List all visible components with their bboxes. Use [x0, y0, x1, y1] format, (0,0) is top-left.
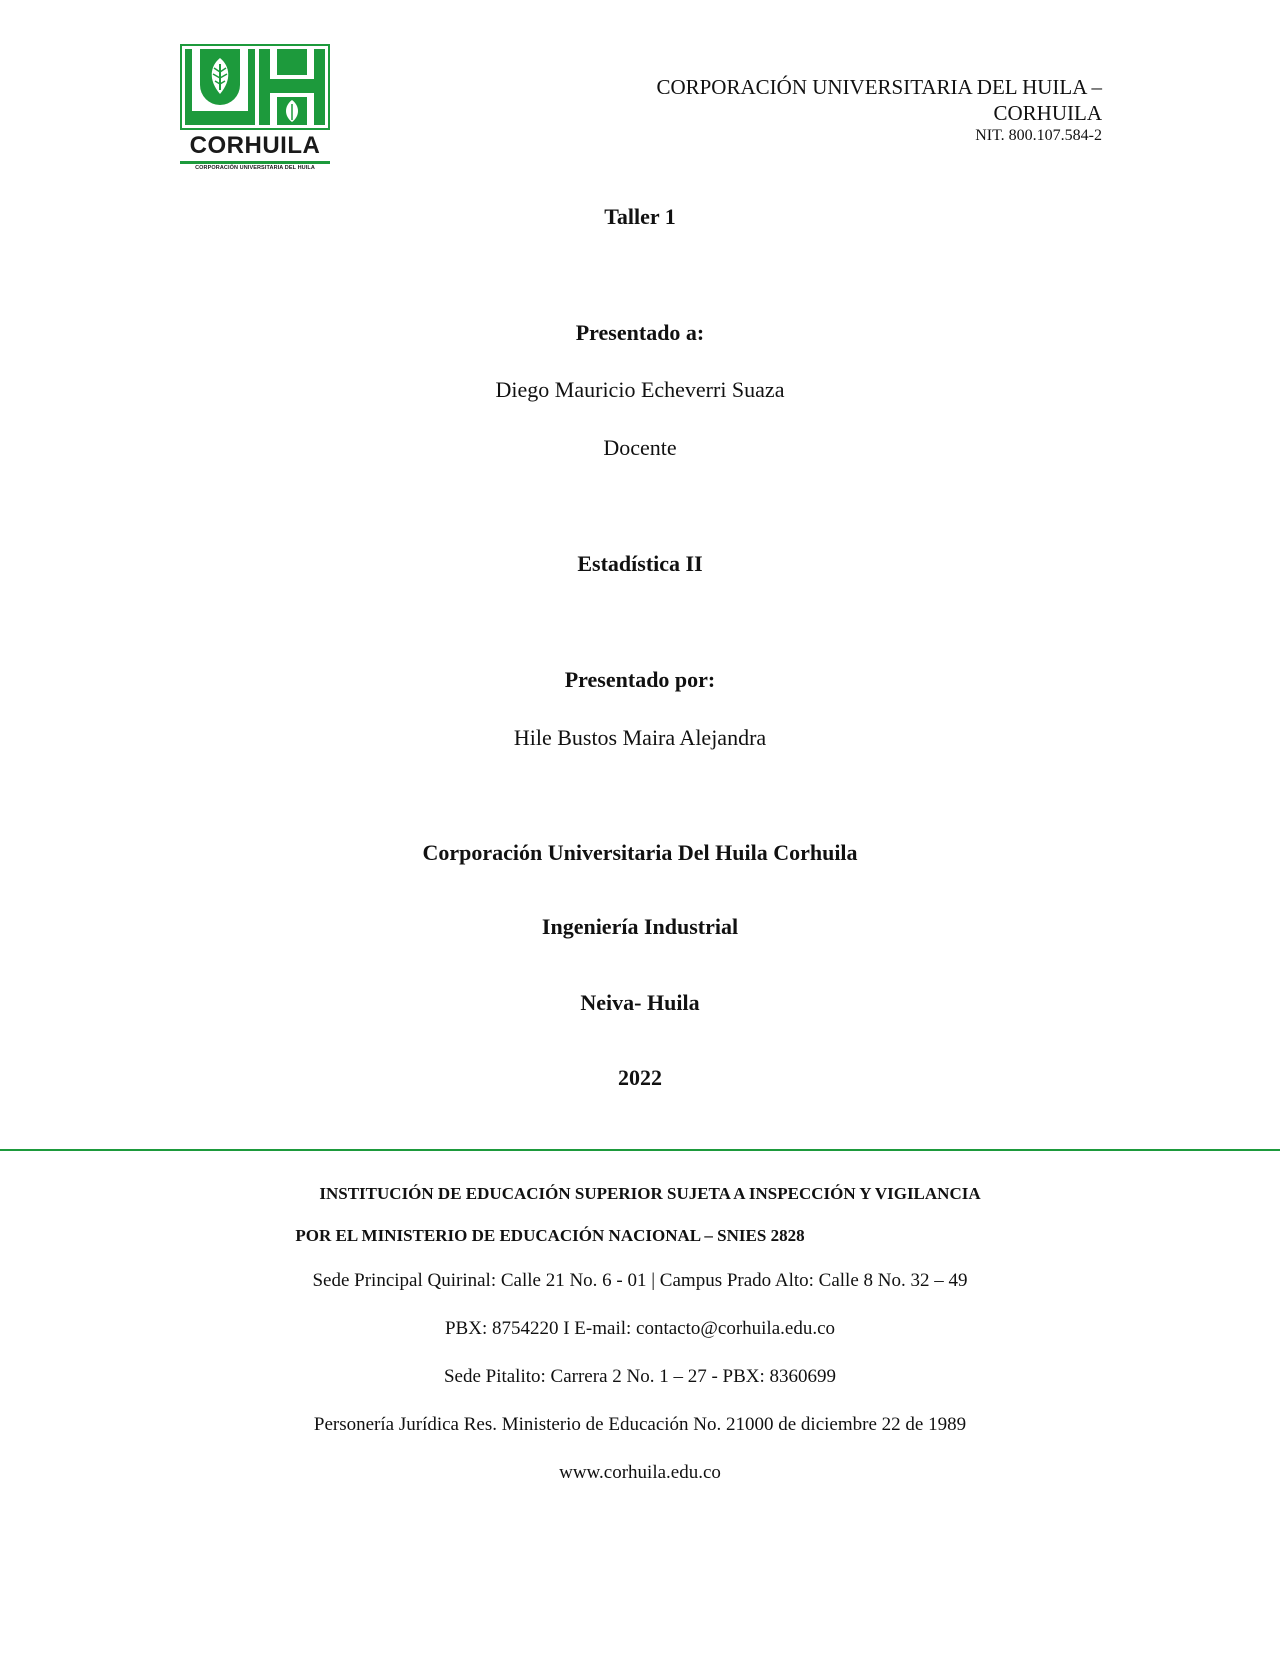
corhuila-logo — [180, 44, 330, 174]
logo-divider — [180, 161, 330, 164]
uh-emblem-icon — [180, 44, 330, 132]
footer-website[interactable]: www.corhuila.edu.co — [559, 1462, 721, 1483]
institution-name-line1: CORPORACIÓN UNIVERSITARIA DEL HUILA – — [656, 75, 1102, 99]
footer-pitalito: Sede Pitalito: Carrera 2 No. 1 – 27 - PBX: 8360699 — [443, 1366, 837, 1387]
footer-contact: PBX: 8754220 I E-mail: contacto@corhuila.edu.co — [444, 1318, 836, 1339]
footer-divider — [0, 1149, 1280, 1151]
logo-wordmark: CORHUILA — [189, 132, 321, 159]
city: Neiva- Huila — [580, 990, 700, 1015]
logo-subtitle: CORPORACIÓN UNIVERSITARIA DEL HUILA — [195, 165, 315, 171]
footer-institution-line1: INSTITUCIÓN DE EDUCACIÓN SUPERIOR SUJETA A INSPECCIÓN Y VIGILANCIA — [319, 1184, 981, 1203]
student-name: Hile Bustos Maira Alejandra — [513, 725, 767, 750]
footer-legal: Personería Jurídica Res. Ministerio de Educación No. 21000 de diciembre 22 de 1989 — [313, 1414, 967, 1435]
program-name: Ingeniería Industrial — [541, 914, 739, 939]
document-title: Taller 1 — [604, 204, 676, 229]
teacher-name: Diego Mauricio Echeverri Suaza — [495, 377, 785, 402]
year: 2022 — [618, 1065, 662, 1090]
presented-by-label: Presentado por: — [564, 667, 716, 692]
institution-header — [656, 74, 1102, 146]
course-name: Estadística II — [577, 551, 703, 576]
teacher-role: Docente — [603, 435, 677, 460]
institution-nit: NIT. 800.107.584-2 — [975, 127, 1102, 144]
institution-name-line2: CORHUILA — [993, 101, 1102, 125]
footer-institution-line2: POR EL MINISTERIO DE EDUCACIÓN NACIONAL – SNIES 2828 — [295, 1226, 805, 1245]
presented-to-label: Presentado a: — [575, 320, 705, 345]
university-name: Corporación Universitaria Del Huila Corhuila — [422, 840, 858, 865]
footer-address: Sede Principal Quirinal: Calle 21 No. 6 - 01 | Campus Prado Alto: Calle 8 No. 32 – 49 — [312, 1270, 968, 1291]
